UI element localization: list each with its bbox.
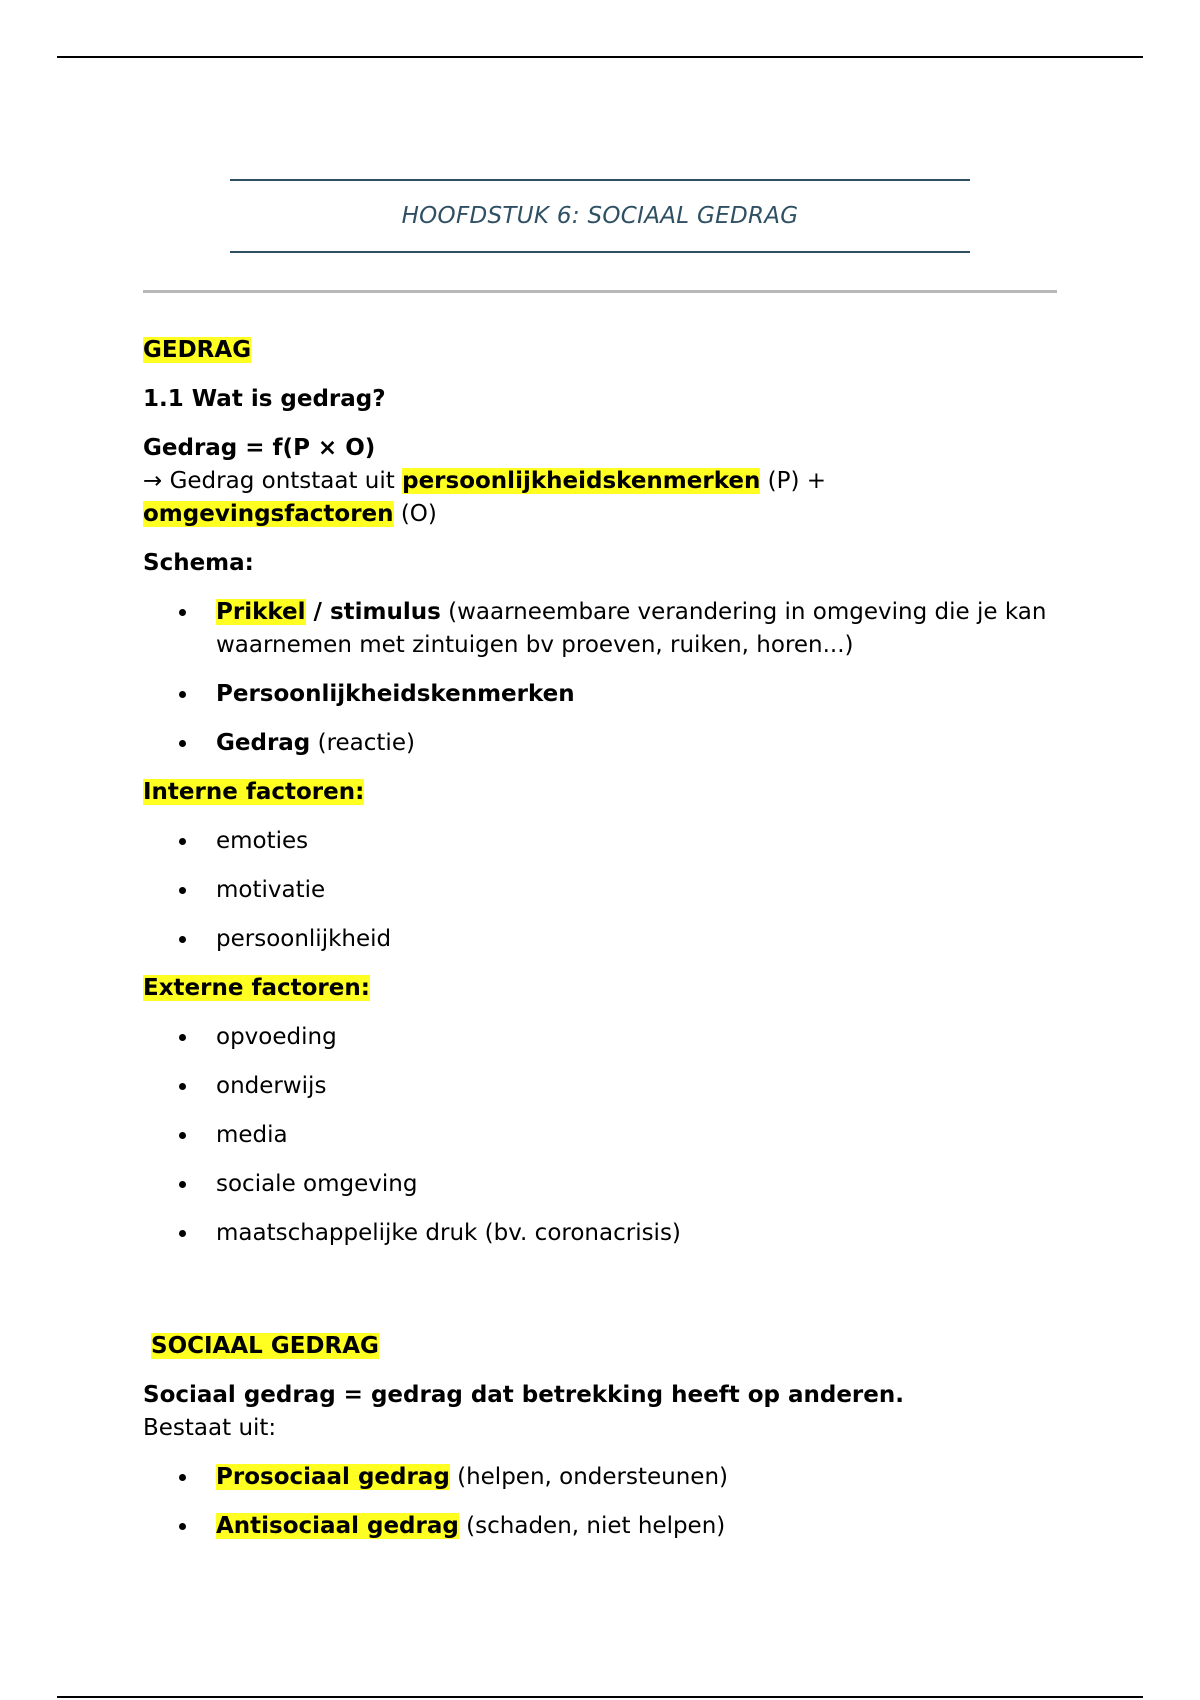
sociaal-gedrag-list <box>143 1461 1063 1543</box>
bullet-icon <box>179 1523 186 1530</box>
bullet-icon <box>179 1132 186 1139</box>
list-item: Persoonlijkheidskenmerken <box>143 678 1063 711</box>
bullet-icon <box>179 838 186 845</box>
external-factors-list <box>143 1021 1063 1250</box>
external-factors-label: Externe factoren: <box>143 975 370 1001</box>
formula: Gedrag = f(P × O) <box>143 435 376 461</box>
list-item: media <box>143 1119 1063 1152</box>
sociaal-gedrag-definition: Sociaal gedrag = gedrag dat betrekking heeft op anderen. <box>143 1382 904 1408</box>
list-item: maatschappelijke druk (bv. coronacrisis) <box>143 1217 1063 1250</box>
bullet-icon <box>179 1034 186 1041</box>
internal-factors-label: Interne factoren: <box>143 779 365 805</box>
list-item: sociale omgeving <box>143 1168 1063 1201</box>
list-item: Prikkel / stimulus (waarneembare verandering in omgeving die je kan waarnemen met zintuigen bv proeven, ruiken, horen...) <box>143 596 1063 662</box>
bullet-icon <box>179 936 186 943</box>
list-item: opvoeding <box>143 1021 1063 1054</box>
bullet-icon <box>179 1083 186 1090</box>
page-top-rule <box>57 56 1143 58</box>
list-item: Gedrag (reactie) <box>143 727 1063 760</box>
bullet-icon <box>179 1474 186 1481</box>
title-divider <box>143 290 1057 293</box>
bullet-icon <box>179 1181 186 1188</box>
term-omgevingsfactoren: omgevingsfactoren <box>143 501 394 527</box>
bullet-icon <box>179 1230 186 1237</box>
section-spacer <box>143 1266 1063 1330</box>
chapter-title: HOOFDSTUK 6: SOCIAAL GEDRAG <box>401 203 799 229</box>
bullet-icon <box>179 609 186 616</box>
subheading-wat-is-gedrag: 1.1 Wat is gedrag? <box>143 386 386 412</box>
chapter-title-block <box>230 179 970 253</box>
consists-of-label: Bestaat uit: <box>143 1415 277 1441</box>
term-persoonlijkheidskenmerken: persoonlijkheidskenmerken <box>402 468 761 494</box>
formula-explanation: → Gedrag ontstaat uit persoonlijkheidskenmerken (P) + omgevingsfactoren (O) <box>143 468 827 527</box>
section-heading-gedrag: GEDRAG <box>143 337 252 363</box>
bullet-icon <box>179 691 186 698</box>
list-item: emoties <box>143 825 1063 858</box>
schema-list <box>143 596 1063 760</box>
section-heading-sociaal-gedrag: SOCIAAL GEDRAG <box>151 1333 379 1359</box>
bullet-icon <box>179 887 186 894</box>
page-bottom-rule <box>57 1696 1143 1698</box>
list-item: Antisociaal gedrag (schaden, niet helpen) <box>143 1510 1063 1543</box>
list-item: persoonlijkheid <box>143 923 1063 956</box>
bullet-icon <box>179 740 186 747</box>
internal-factors-list <box>143 825 1063 956</box>
list-item: motivatie <box>143 874 1063 907</box>
list-item: onderwijs <box>143 1070 1063 1103</box>
document-body <box>143 334 1063 1559</box>
list-item: Prosociaal gedrag (helpen, ondersteunen) <box>143 1461 1063 1494</box>
schema-label: Schema: <box>143 550 254 576</box>
